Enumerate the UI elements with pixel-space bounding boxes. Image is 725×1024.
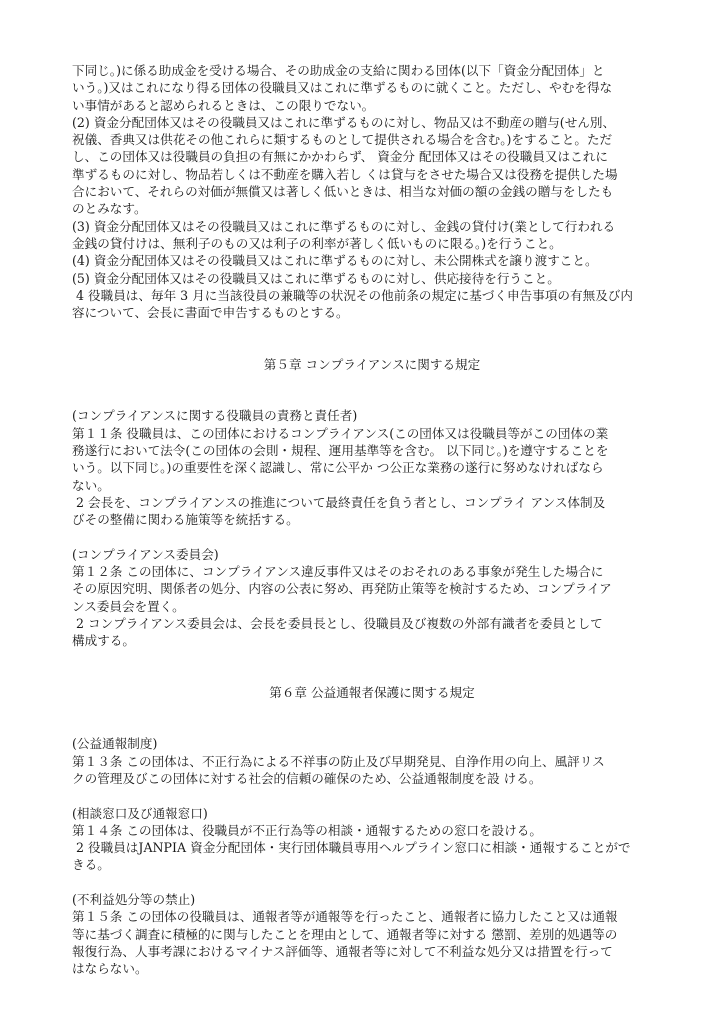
text-line: その原因究明、関係者の処分、内容の公表に努め、再発防止策等を検討するため、コンプライア [72,581,612,597]
text-line: はならない。 [72,961,148,977]
text-line: 務遂行において法令(この団体の会則・規程、運用基準等を含む。 以下同じ。)を遵守することを [72,442,609,458]
text-line: 等に基づく調査に積極的に関与したことを理由として、通報者等に対する 懲罰、差別的処遇等の [72,926,618,942]
spacer [72,667,672,684]
text-line: (3) 資金分配団体又はその役職員又はこれに準ずるものに対し、金銭の貸付け(業として行われる [72,218,616,234]
spacer [72,650,672,667]
text-line: いう。以下同じ。)の重要性を深く認識し、常に公平か つ公正な業務の遂行に努めなければなら [72,460,604,476]
text-line: 2 会長を、コンプライアンスの推進について最終責任を負う者とし、コンプライ アンス体制及 [72,494,606,510]
spacer [72,339,672,356]
article-caption: (公益通報制度) [72,736,158,752]
article-caption: (不利益処分等の禁止) [72,892,196,908]
text-line: 4 役職員は、毎年 3 月に当該役員の兼職等の状況その他前条の規定に基づく申告事項の有無及び内 [72,287,633,303]
text-line: (2) 資金分配団体又はその役職員又はこれに準ずるものに対し、物品又は不動産の贈与(せん別、 [72,114,616,130]
text-line: 下同じ。)に係る助成金を受ける場合、その助成金の支給に関わる団体(以下「資金分配団体」と [72,63,605,78]
text-line: 構成する。 [72,633,135,649]
text-line: きる。 [72,857,110,873]
text-line: クの管理及びこの団体に対する社会的信頼の確保のため、公益通報制度を設 ける。 [72,770,542,786]
text-line: し、この団体又は役職員の負担の有無にかかわらず、 資金分 配団体又はその役職員又はこれに [72,149,608,165]
text-line: 準ずるものに対し、物品若しくは不動産を購入若し くは貸与をさせた場合又は役務を提供した場 [72,166,618,182]
text-line: びその整備に関わる施策等を統括する。 [72,512,299,528]
document-page [72,62,672,978]
top-paragraphs [72,62,672,321]
spacer [72,373,672,390]
spacer [72,701,672,718]
text-line: 合において、それらの対価が無償又は著しく低いときは、相当な対価の額の金銭の贈与をしたも [72,184,614,200]
text-line: 第１３条 この団体は、不正行為による不祥事の防止及び早期発見、自浄作用の向上、風評リス [72,753,605,769]
spacer [72,528,672,545]
chapter-heading: 第５章 コンプライアンスに関する規定 [263,356,481,372]
text-line: 第１４条 この団体は、役職員が不正行為等の相談・通報するための窓口を設ける。 [72,822,542,838]
text-line: (5) 資金分配団体又はその役職員又はこれに準ずるものに対し、供応接待を行うこと。 [72,270,560,286]
text-line: ない。 [72,477,110,493]
article-14 [72,805,672,874]
article-11 [72,407,672,528]
text-line: 容について、会長に書面で申告するものとする。 [72,305,349,321]
text-line: 第１５条 この団体の役職員は、通報者等が通報等を行ったこと、通報者に協力したこと又は通報 [72,909,618,925]
article-caption: (相談窓口及び通報窓口) [72,805,208,821]
article-12 [72,546,672,650]
article-13 [72,735,672,787]
text-line: のとみなす。 [72,201,147,217]
spacer [72,874,672,891]
text-line: 2 コンプライアンス委員会は、会長を委員長とし、役職員及び複数の外部有識者を委員として [72,615,603,631]
text-line: 第１２条 この団体に、コンプライアンス違反事件又はそのおそれのある事象が発生した場合に [72,564,604,580]
text-line: 祝儀、香典又は供花その他これらに類するものとして提供される場合を含む。)をすること。ただ [72,132,613,148]
chapter-heading: 第６章 公益通報者保護に関する規定 [269,684,475,700]
text-line: ンス委員会を置く。 [72,598,185,614]
text-line: 2 役職員はJANPIA 資金分配団体・実行団体職員専用ヘルプライン窓口に相談・通報することがで [72,840,631,856]
spacer [72,787,672,804]
text-line: いう。)又はこれになり得る団体の役職員又はこれに準ずるものに就くこと。ただし、やむを得な [72,80,613,96]
text-line: 第１１条 役職員は、この団体におけるコンプライアンス(この団体又は役職員等がこの団体の業 [72,425,609,441]
text-line: 金銭の貸付けは、無利子のもの又は利子の利率が著しく低いものに限る。)を行うこと。 [72,235,562,251]
text-line: (4) 資金分配団体又はその役職員又はこれに準ずるものに対し、未公開株式を譲り渡すこと。 [72,253,598,269]
article-caption: (コンプライアンス委員会) [72,546,219,562]
article-15 [72,891,672,977]
article-caption: (コンプライアンスに関する役職員の責務と責任者) [72,408,358,424]
spacer [72,390,672,407]
text-line: 報復行為、人事考課におけるマイナス評価等、通報者等に対して不利益な処分又は措置を行って [72,943,613,959]
spacer [72,321,672,338]
spacer [72,718,672,735]
text-line: い事情があると認められるときは、この限りでない。 [72,97,375,113]
